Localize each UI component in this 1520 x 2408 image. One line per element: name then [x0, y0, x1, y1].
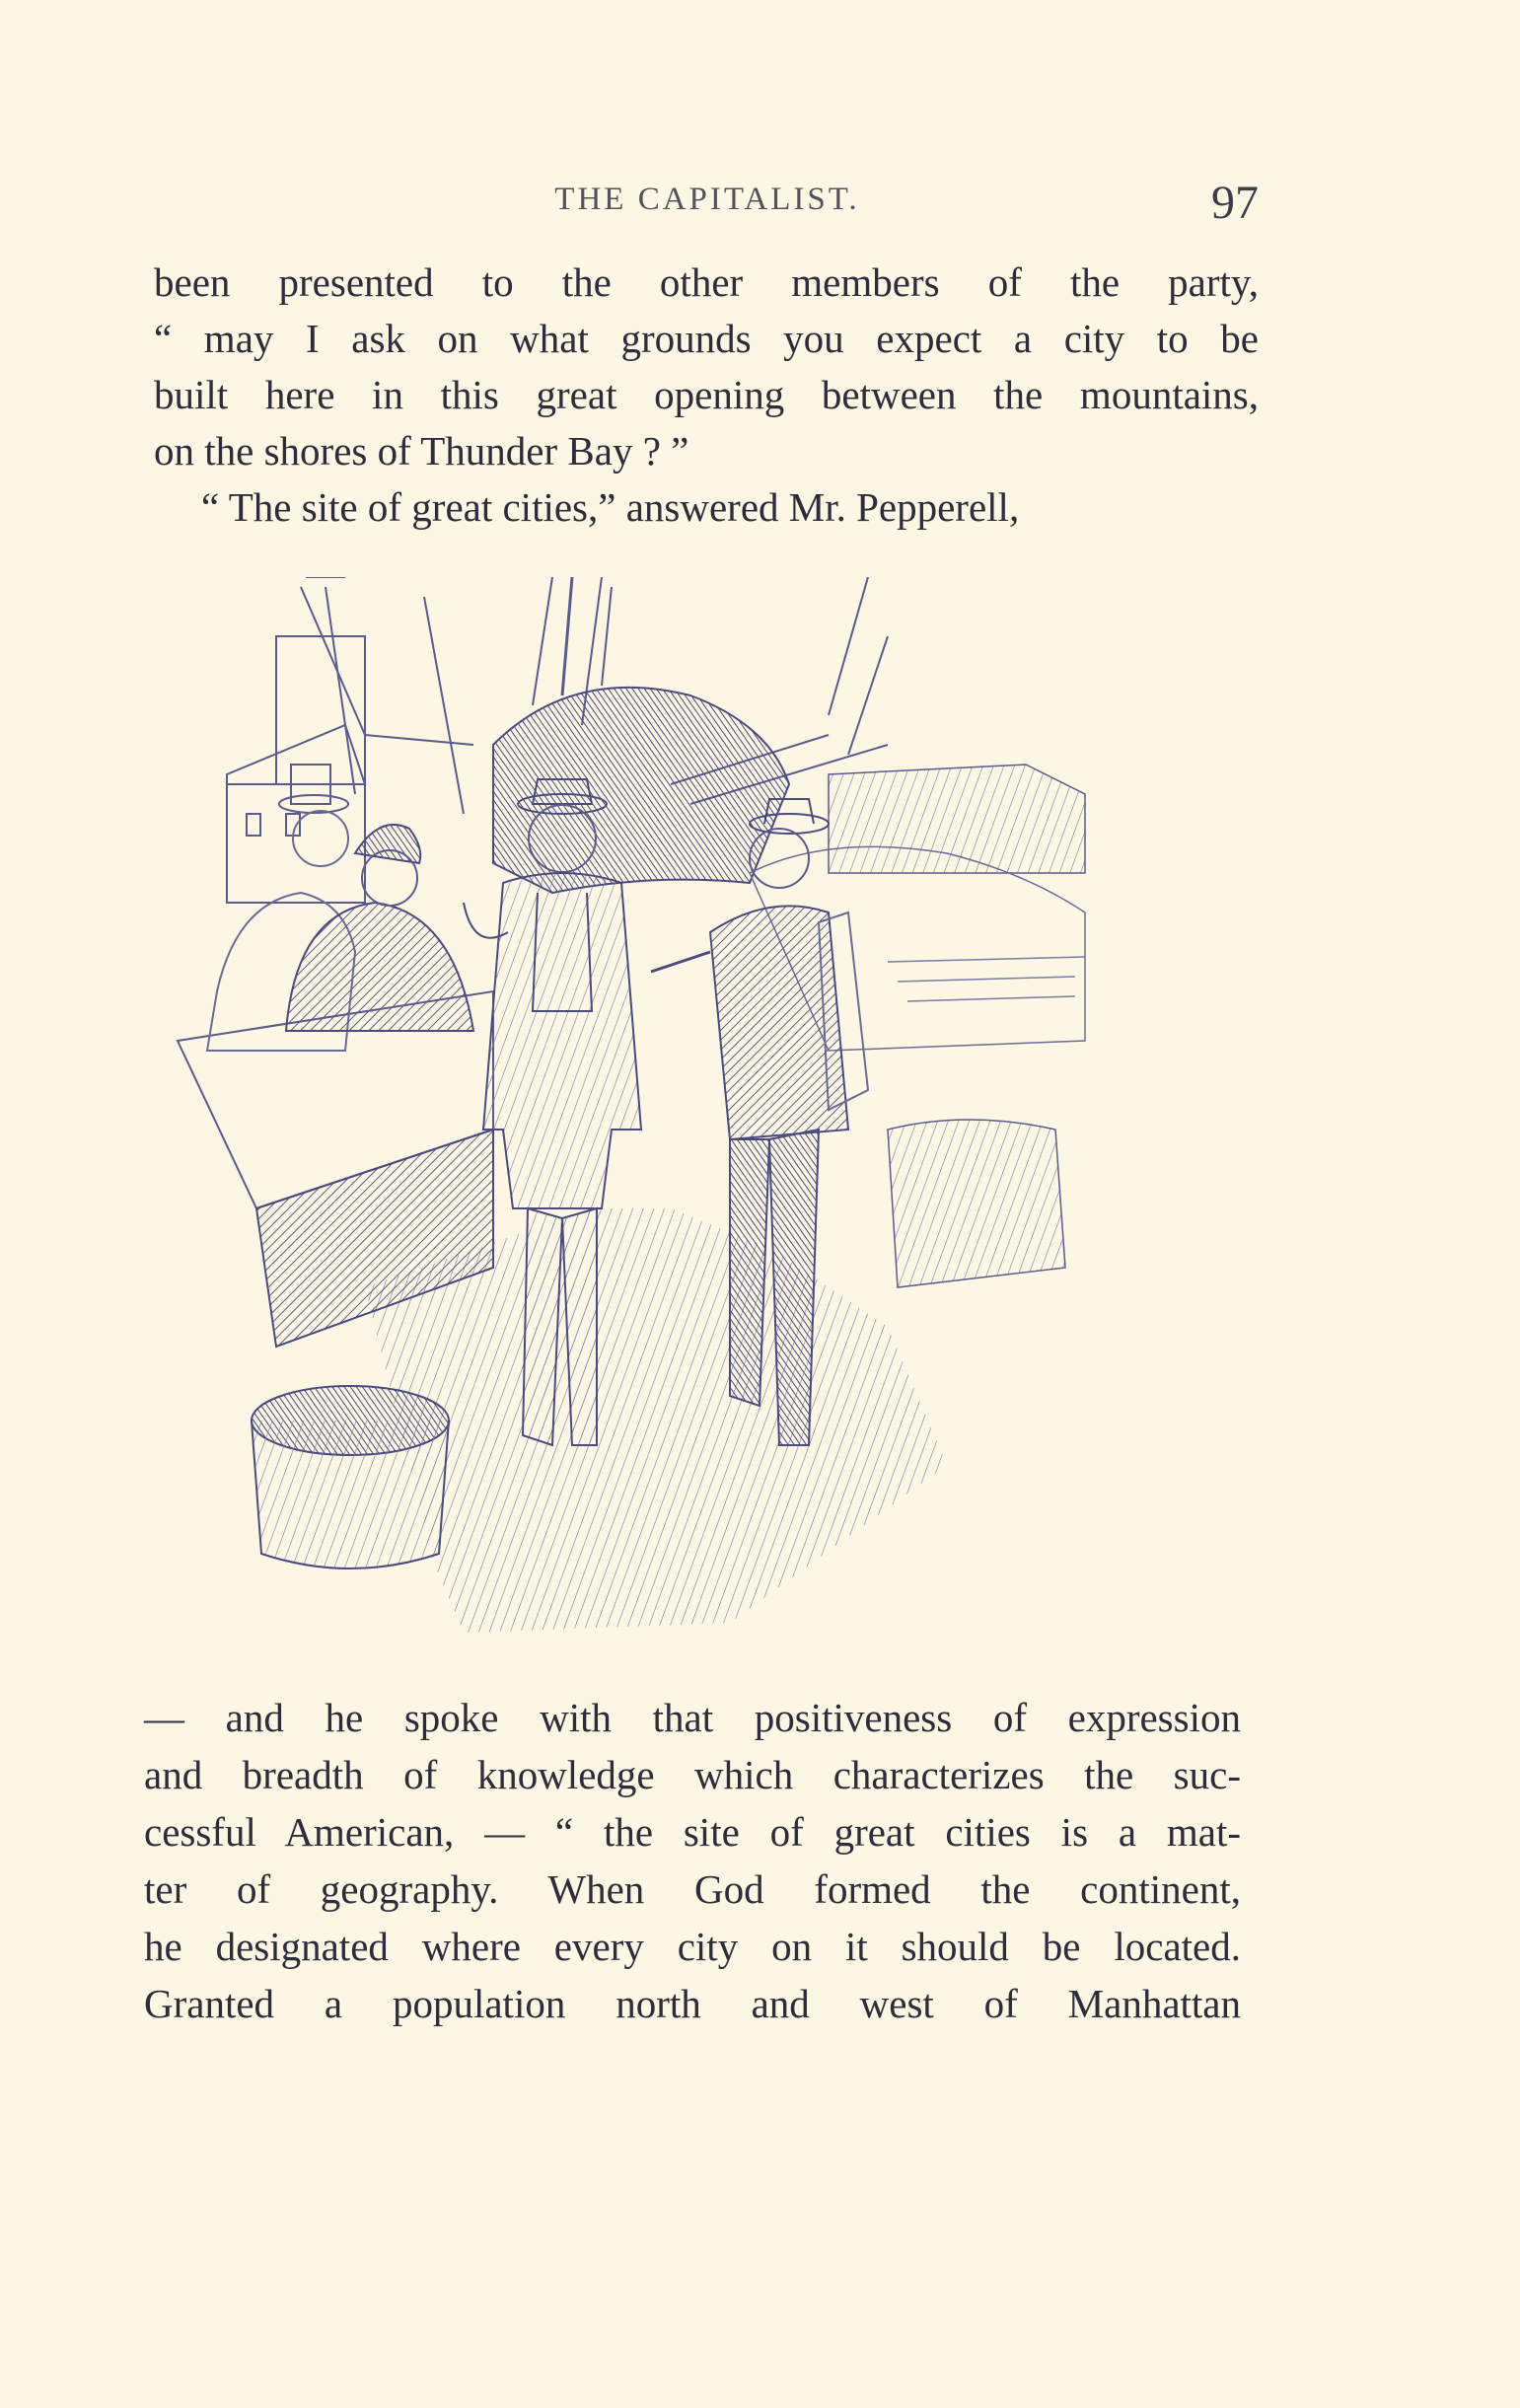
- text-line: built here in this great opening between the mountains,: [154, 372, 1259, 417]
- page-header: [156, 176, 1259, 235]
- text-line: “ may I ask on what grounds you expect a city to be: [154, 316, 1259, 361]
- text-line: cessful American, — “ the site of great cities is a mat-: [144, 1809, 1241, 1855]
- text-line: he designated where every city on it should be located.: [144, 1924, 1241, 1969]
- text-line: Granted a population north and west of Manhattan: [144, 1981, 1241, 2026]
- page-number: 97: [1211, 177, 1259, 229]
- text-line: on the shores of Thunder Bay ? ”: [154, 428, 689, 474]
- engraving-men-on-wharf-icon: [138, 577, 1223, 1652]
- text-line: been presented to the other members of the party,: [154, 259, 1259, 305]
- text-line: and breadth of knowledge which characterizes the suc-: [144, 1752, 1241, 1797]
- paragraph-top: [154, 255, 1259, 536]
- text-line: ter of geography. When God formed the continent,: [144, 1866, 1241, 1912]
- running-title: THE CAPITALIST.: [554, 182, 860, 217]
- engraving-illustration: [138, 577, 1223, 1652]
- paragraph-bottom: [144, 1689, 1241, 2032]
- text-line: — and he spoke with that positiveness of expression: [144, 1695, 1241, 1740]
- text-line: “ The site of great cities,” answered Mr. Pepperell,: [201, 484, 1020, 530]
